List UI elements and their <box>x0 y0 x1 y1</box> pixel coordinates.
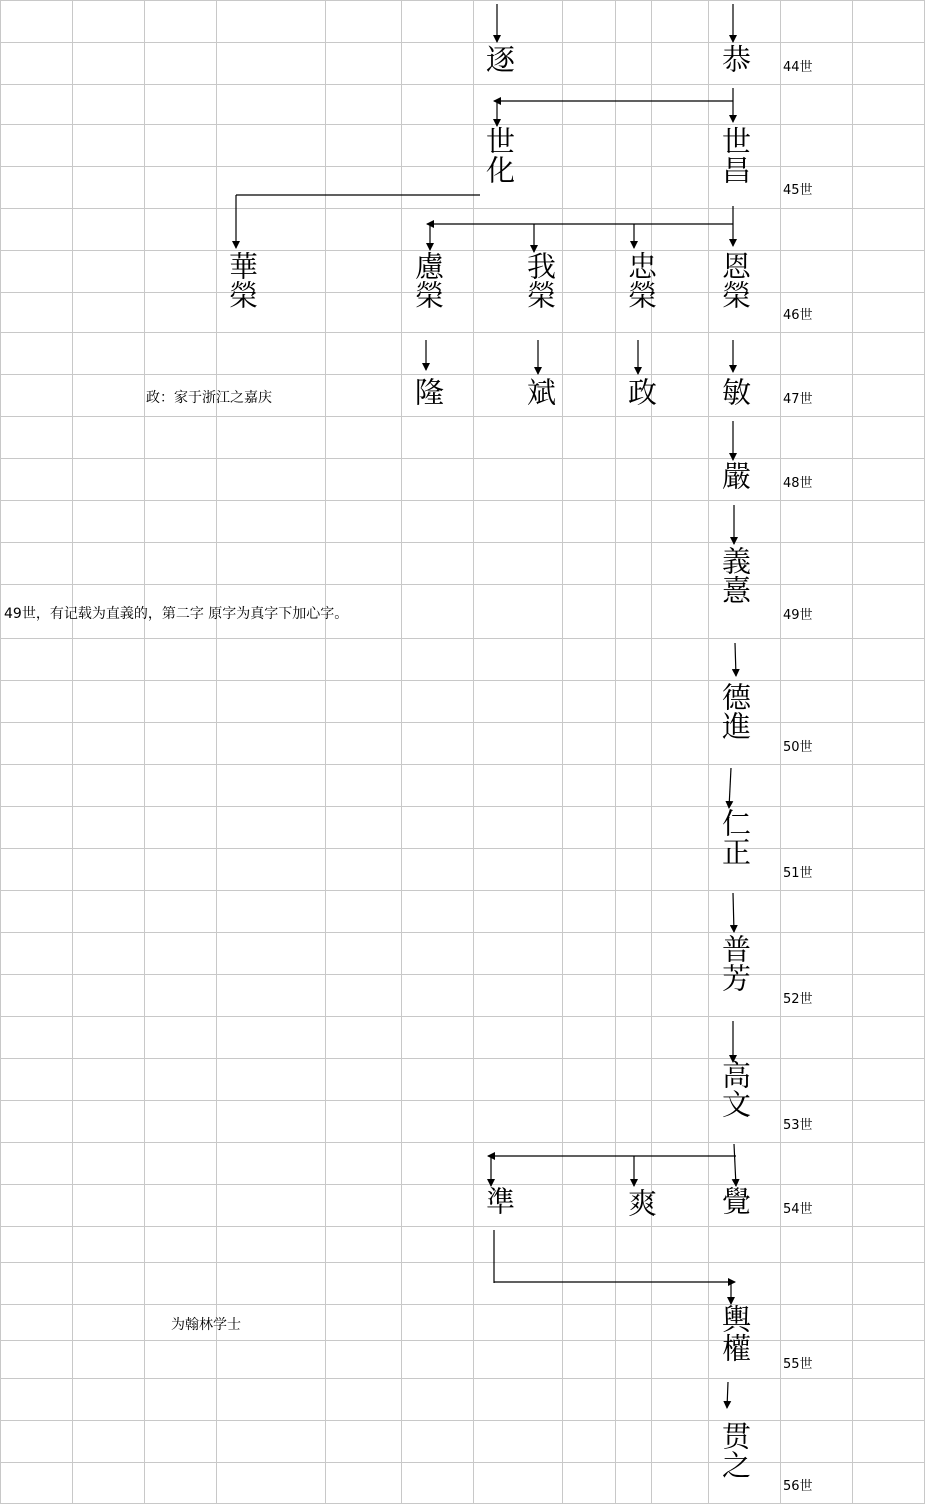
name-ren-zheng: 仁正 <box>718 808 752 866</box>
name-long: 隆 <box>411 377 445 406</box>
gen-label-50: 50世 <box>783 740 813 755</box>
name-zheng: 政 <box>624 377 658 406</box>
gen-label-47: 47世 <box>783 392 813 407</box>
name-zhu: 逐 <box>482 44 516 73</box>
gen-label-46: 46世 <box>783 308 813 323</box>
name-jue: 覺 <box>718 1186 752 1215</box>
name-shihua: 世化 <box>482 126 516 184</box>
name-hua-rong: 華榮 <box>225 251 259 309</box>
name-gong: 恭 <box>718 44 752 73</box>
name-yan: 嚴 <box>718 461 752 490</box>
name-gao-wen: 高文 <box>718 1060 752 1118</box>
name-yi-xi: 義憙 <box>718 546 752 604</box>
gen-label-51: 51世 <box>783 866 813 881</box>
name-yu-quan: 輿權 <box>718 1304 752 1362</box>
note-zheng: 政：家于浙江之嘉庆 <box>146 390 272 406</box>
name-de-jin: 德進 <box>718 682 752 740</box>
gen-label-49: 49世 <box>783 608 813 623</box>
note-hanlin: 为翰林学士 <box>171 1317 241 1333</box>
name-wo-rong: 我榮 <box>523 251 557 309</box>
name-pu-fang: 普芳 <box>718 934 752 992</box>
name-shichang: 世昌 <box>718 126 752 184</box>
gen-label-53: 53世 <box>783 1118 813 1133</box>
name-shuang: 爽 <box>624 1188 658 1217</box>
gen-label-48: 48世 <box>783 476 813 491</box>
gen-label-44: 44世 <box>783 60 813 75</box>
gen-label-55: 55世 <box>783 1357 813 1372</box>
name-lu-rong: 慮榮 <box>411 251 445 309</box>
link-de-ren <box>729 768 731 808</box>
gen-label-54: 54世 <box>783 1202 813 1217</box>
name-bin: 斌 <box>523 377 557 406</box>
name-min: 敏 <box>718 377 752 406</box>
name-zhong-rong: 忠榮 <box>624 251 658 309</box>
gen-label-52: 52世 <box>783 992 813 1007</box>
link-yi-de <box>735 643 736 676</box>
name-en-rong: 恩榮 <box>718 251 752 309</box>
link-yu-guan <box>727 1382 728 1408</box>
name-guan-zhi: 贯之 <box>718 1421 752 1479</box>
gen-label-56: 56世 <box>783 1479 813 1494</box>
name-zhun: 準 <box>482 1186 516 1215</box>
link-gao-down <box>734 1144 736 1186</box>
gen-label-45: 45世 <box>783 183 813 198</box>
link-ren-pu <box>733 893 734 932</box>
note-gen49: 49世，有记载为直義的，第二字 原字为真字下加心字。 <box>4 606 349 622</box>
